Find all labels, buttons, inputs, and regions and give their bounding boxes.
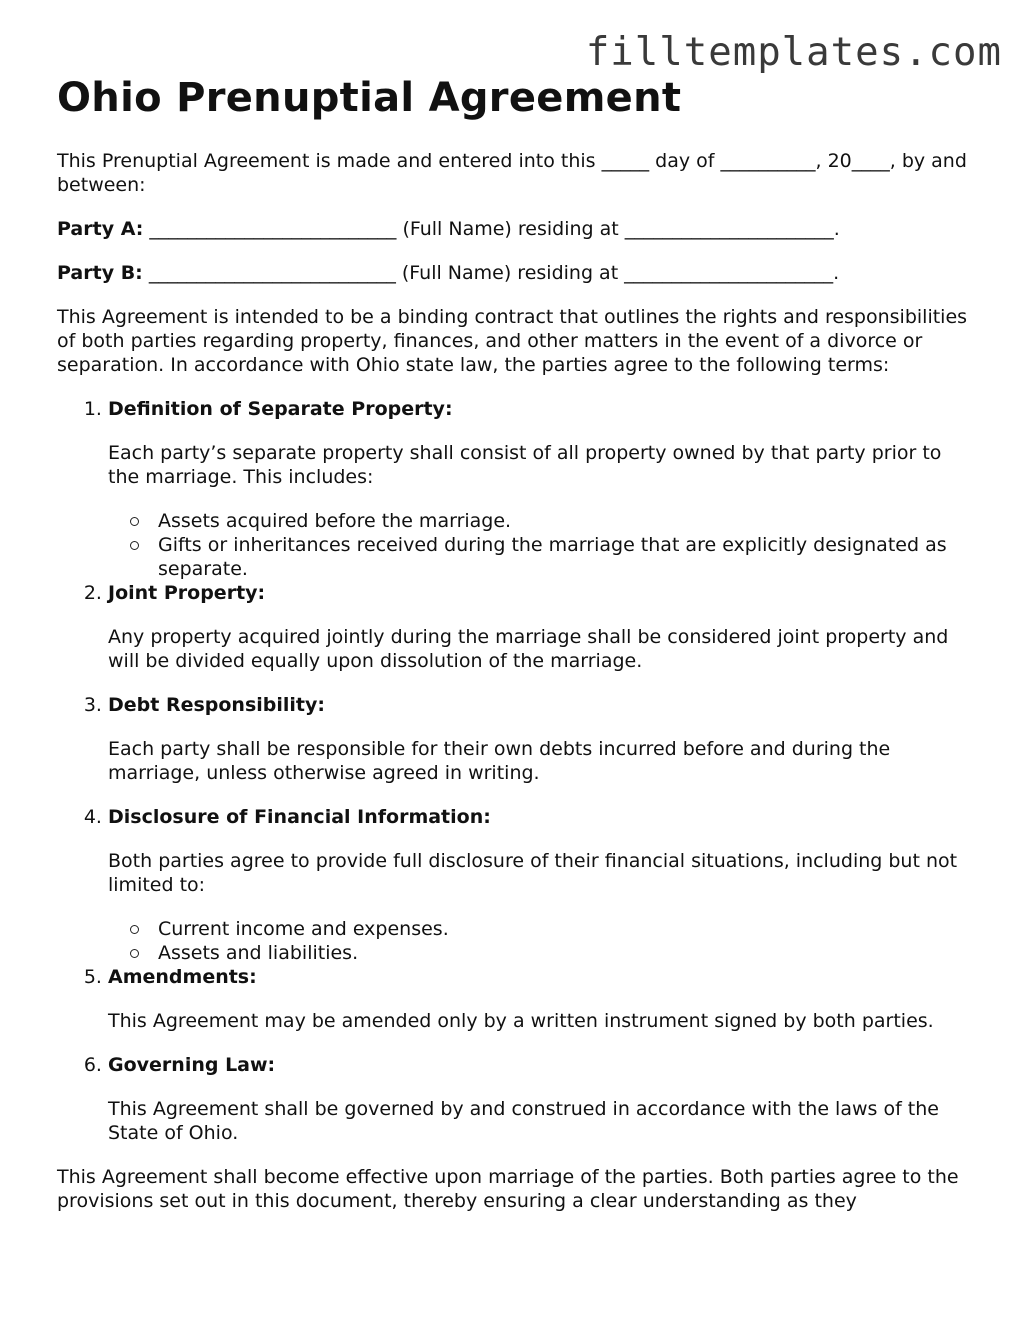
section-debt-responsibility [108, 693, 977, 805]
list-item: Current income and expenses. [158, 917, 977, 941]
section-governing-law [108, 1053, 977, 1145]
closing-paragraph: This Agreement shall become effective upon marriage of the parties. Both parties agree to the provisions set out in this document, thereby ensuring a clear understanding as they [57, 1166, 959, 1212]
section-title: Amendments: [108, 966, 257, 988]
document-title: Ohio Prenuptial Agreement [57, 75, 682, 121]
disclosure-list [108, 917, 977, 965]
hollow-bullet-icon [130, 949, 139, 958]
list-item: Assets and liabilities. [158, 941, 977, 965]
section-title: Disclosure of Financial Information: [108, 806, 491, 828]
party-a-label: Party A: [57, 218, 144, 240]
section-body: Each party shall be responsible for their own debts incurred before and during the marriage, unless otherwise agreed in writing. [108, 738, 891, 784]
section-title: Governing Law: [108, 1054, 276, 1076]
party-a-line [57, 217, 977, 241]
terms-list [57, 397, 977, 1145]
list-item: Assets acquired before the marriage. [158, 509, 977, 533]
site-watermark: filltemplates.com [585, 30, 1002, 75]
section-body: Any property acquired jointly during the marriage shall be considered joint property and will be divided equally upon dissolution of the marriage. [108, 626, 949, 672]
section-financial-disclosure [108, 805, 977, 965]
section-title: Definition of Separate Property: [108, 398, 453, 420]
separate-property-list [108, 509, 977, 581]
hollow-bullet-icon [130, 541, 139, 550]
document-body [57, 74, 977, 1213]
list-item: Gifts or inheritances received during the marriage that are explicitly designated as separate. [158, 533, 977, 581]
section-title: Debt Responsibility: [108, 694, 325, 716]
intro-paragraph: This Prenuptial Agreement is made and entered into this _____ day of __________, 20____, by and between: [57, 150, 967, 196]
section-body: This Agreement may be amended only by a written instrument signed by both parties. [108, 1010, 934, 1032]
party-b-blanks: __________________________ (Full Name) residing at ______________________. [142, 262, 840, 284]
party-a-blanks: __________________________ (Full Name) residing at ______________________. [143, 218, 840, 240]
section-body: Each party’s separate property shall consist of all property owned by that party prior to the marriage. This includes: [108, 442, 942, 488]
section-title: Joint Property: [108, 582, 266, 604]
section-separate-property [108, 397, 977, 581]
hollow-bullet-icon [130, 925, 139, 934]
party-b-line [57, 261, 977, 285]
purpose-paragraph: This Agreement is intended to be a binding contract that outlines the rights and responsibilities of both parties regarding property, finances, and other matters in the event of a divorce or separation. In accordance with Ohio state law, the parties agree to the following terms: [57, 306, 968, 376]
hollow-bullet-icon [130, 517, 139, 526]
section-body: Both parties agree to provide full disclosure of their financial situations, including but not limited to: [108, 850, 958, 896]
party-b-label: Party B: [57, 262, 143, 284]
section-amendments [108, 965, 977, 1053]
section-body: This Agreement shall be governed by and construed in accordance with the laws of the State of Ohio. [108, 1098, 939, 1144]
section-joint-property [108, 581, 977, 693]
